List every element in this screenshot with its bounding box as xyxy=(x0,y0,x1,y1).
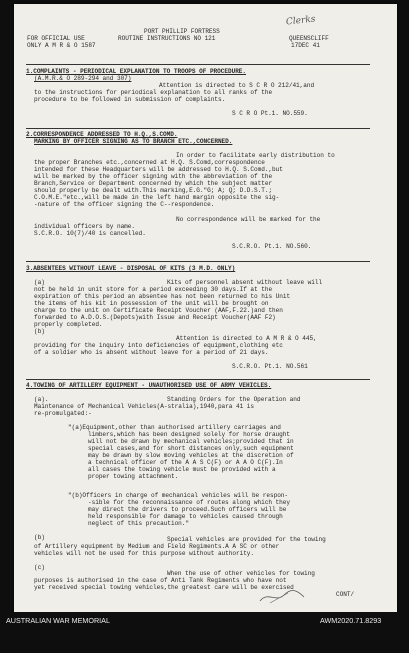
quoted-order-b: neglect of this precaution." xyxy=(88,520,189,527)
section-2-text: S.C.R.O. 10(7)/40 is cancelled. xyxy=(34,230,146,237)
section-4-text: Maintenance of Mechanical Vehicles(A-stralia),1940,para 41 is xyxy=(34,403,255,410)
section-rule xyxy=(26,261,370,262)
section-3-text: charge to the unit on Certificate Receipt Voucher (AAF,F.22.)and then xyxy=(34,307,283,314)
section-4-para-c-label: (c) xyxy=(34,564,45,571)
section-1-title: 1.COMPLAINTS - PERIODICAL EXPLANATION TO TROOPS OF PROCEDURE. xyxy=(26,68,247,75)
quoted-order-a: may be drawn by slow moving vehicles at the discretion of xyxy=(88,452,294,459)
quoted-order-b: held responsible for damage to vehicles caused through xyxy=(88,513,283,520)
section-4-text: re-promulgated:- xyxy=(34,410,92,417)
section-4-text: yet received special towing vehicles,the greatest care will be exercised xyxy=(34,584,294,591)
section-3-text: expiration of this period an absentee has not been returned to his Unit xyxy=(34,293,291,300)
section-2-text: intended for these Headquarters will be addressed to H.Q. S.Comd.,but xyxy=(34,166,283,173)
section-4-title: 4.TOWING OF ARTILLERY EQUIPMENT - UNAUTHORISED USE OF ARMY VEHICLES. xyxy=(26,382,272,389)
quoted-order-a: special cases,and for short distances only,such equipment xyxy=(88,445,294,452)
section-3-scro: S.C.R.O. Pt.1. NO.561 xyxy=(232,363,308,370)
section-3-text: properly completed. xyxy=(34,321,103,328)
section-1-scro: S C R O Pt.1. NO.559. xyxy=(232,110,308,117)
section-1-text: Attention is directed to S C R O 212/41,and xyxy=(159,82,315,89)
section-1-text: to the instructions for periodical explanation to all ranks of the xyxy=(34,89,273,96)
section-2-text: -nature of the officer signing the C--respondence. xyxy=(34,201,215,208)
quoted-order-a: limbers,which has been designed solely for horse draught xyxy=(88,431,290,438)
header-official-use: FOR OFFICIAL USE xyxy=(27,35,85,42)
section-rule xyxy=(26,379,370,380)
quoted-order-a: all cases the towing vehicle must be provided with a xyxy=(88,466,276,473)
handwritten-clerks-annotation: Clerks xyxy=(285,14,316,28)
quoted-order-a: a technical officer of the A A S C(F) or A A O C(F).In xyxy=(88,459,283,466)
section-4-text: Special vehicles are provided for the towing xyxy=(167,536,326,543)
section-3-para-b-label: (b) xyxy=(34,328,45,335)
section-2-text: should properly be dealt with.This marking,E.G."G; A; Q; D.D.S.T.; xyxy=(34,187,273,194)
section-4-text: When the use of other vehicles for towing xyxy=(167,570,315,577)
footer-accession-number: AWM2020.71.8293 xyxy=(320,616,382,625)
quoted-order-a: will not be drawn by mechanical vehicles;provided that in xyxy=(88,438,294,445)
header-date: 17DEC 41 xyxy=(291,42,320,49)
section-2-subtitle: MARKING BY OFFICER SIGNING AS TO BRANCH ETC.,CONCERNED. xyxy=(34,138,233,145)
header-amro-ref: ONLY A M R & O 1587 xyxy=(27,42,96,49)
quoted-order-a: "(a)Equipment,other than authorised artillery carriages and xyxy=(68,424,281,431)
section-2-text: Branch,Service or Department concerned by which the subject matter xyxy=(34,180,273,187)
section-3-text: of a soldier who is absent without leave for a period of 21 days. xyxy=(34,349,269,356)
header-routine-instructions: ROUTINE INSTRUCTIONS NO 121 xyxy=(118,35,216,42)
section-3-text: providing for the inquiry into deficiencies of equipment,clothing etc xyxy=(34,342,283,349)
section-4-text: Standing Orders for the Operation and xyxy=(167,396,301,403)
document-page xyxy=(14,4,397,612)
section-rule xyxy=(26,64,370,65)
section-2-text: the proper Branches etc.,concerned at H.Q. S.Comd,correspondence xyxy=(34,159,265,166)
quoted-order-b: "(b)Officers in charge of mechanical vehicles will be respon- xyxy=(68,492,289,499)
section-3-text: Attention is directed to A M R & O 445, xyxy=(176,335,317,342)
footer-institution: AUSTRALIAN WAR MEMORIAL xyxy=(6,616,110,625)
section-3-title: 3.ABSENTEES WITHOUT LEAVE - DISPOSAL OF KITS (3 M.D. ONLY) xyxy=(26,265,236,272)
continued-marker: CONT/ xyxy=(336,591,355,598)
section-4-text: vehicles will not be used for this purpose without authority. xyxy=(34,550,255,557)
section-2-text: individual officers by name. xyxy=(34,223,135,230)
section-3-text: Kits of personnel absent without leave will xyxy=(167,279,323,286)
quoted-order-a: proper towing attachment. xyxy=(88,473,179,480)
section-4-text: of Artillery equipment by Medium and Field Regiments.A A SC or other xyxy=(34,543,280,550)
section-1-reference: (A.M.R.& O 289-294 and 307) xyxy=(34,75,132,82)
section-3-text: the items of his kit in possession of the unit will be brought on xyxy=(34,300,269,307)
section-1-text: procedure to be followed in submission of complaints. xyxy=(34,96,226,103)
section-3-para-a-label: (a) xyxy=(34,279,45,286)
section-rule xyxy=(26,128,370,129)
quoted-order-b: may direct the drivers to proceed.Such officers will be xyxy=(88,506,287,513)
section-4-para-a-label: (a). xyxy=(34,396,49,403)
section-2-text: In order to facilitate early distribution to xyxy=(176,152,335,159)
header-fortress: PORT PHILLIP FORTRESS xyxy=(144,28,220,35)
handwritten-signature-mark xyxy=(258,587,306,605)
section-2-text: C.O.M.E."etc.,will be made in the left hand margin opposite the sig- xyxy=(34,194,280,201)
quoted-order-b: -sible for the reconnaissance of routes along which they xyxy=(88,499,290,506)
header-place: QUEENSCLIFF xyxy=(289,35,329,42)
section-2-text: will be marked by the officer signing with the abbreviation of the xyxy=(34,173,273,180)
section-4-text: purposes is authorised in the case of Anti Tank Regiments who have not xyxy=(34,577,287,584)
section-3-text: not be held in unit store for a period exceeding 30 days.If at the xyxy=(34,286,273,293)
section-2-scro: S.C.R.O. Pt.1. NO.560. xyxy=(232,243,312,250)
section-2-title: 2.CORRESPONDENCE ADDRESSED TO H.Q.,S.COMD. xyxy=(26,131,178,138)
section-4-para-b-label: (b) xyxy=(34,534,45,541)
section-2-text: No correspondence will be marked for the xyxy=(176,216,321,223)
section-3-text: forwarded to A.D.O.S.(Depots)with Issue and Receipt Voucher(AAF F2) xyxy=(34,314,276,321)
